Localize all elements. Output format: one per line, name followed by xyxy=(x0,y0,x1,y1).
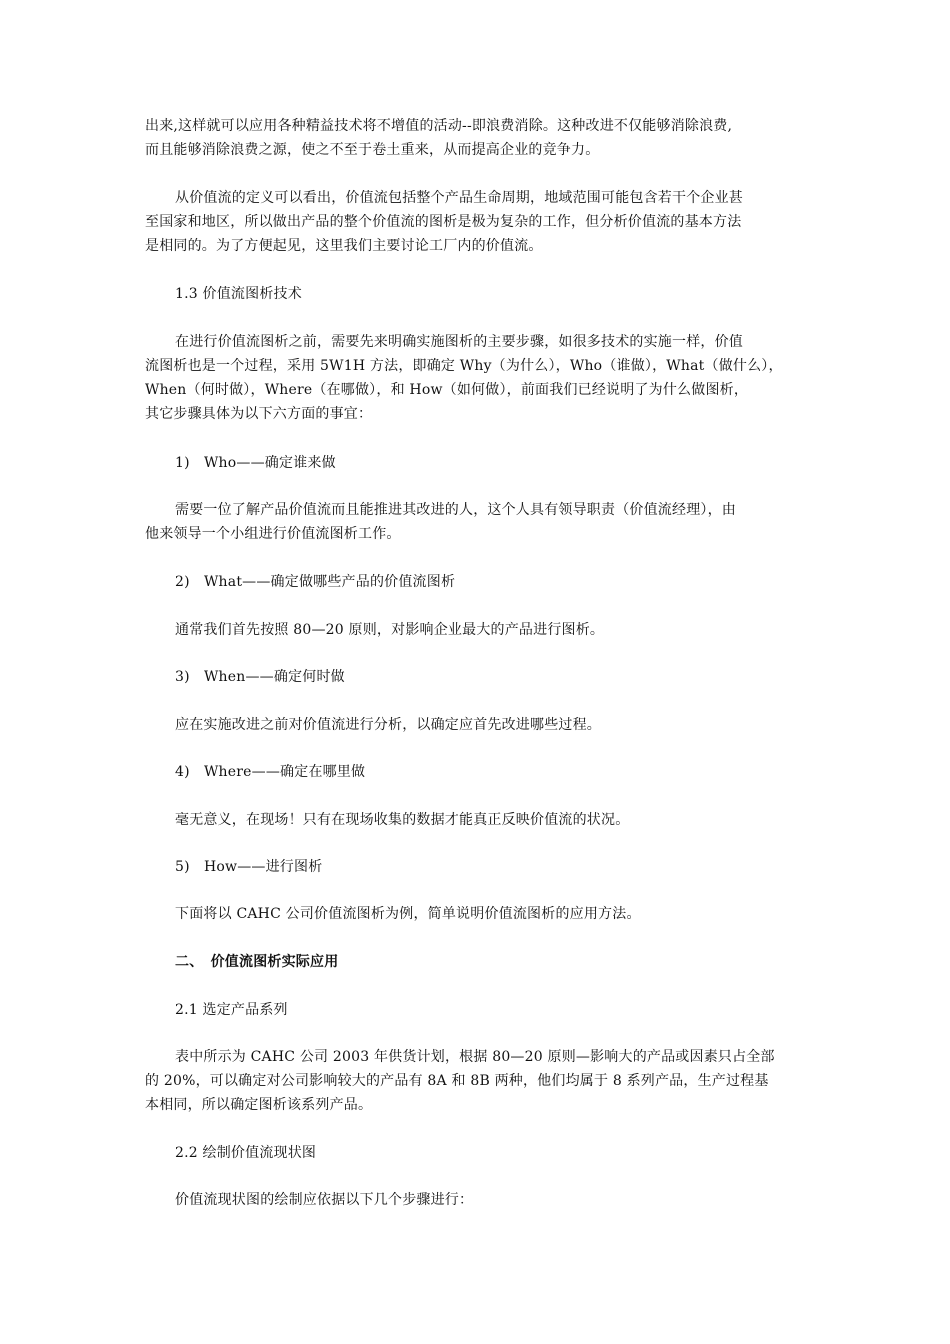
paragraph-5: 通常我们首先按照 80—20 原则，对影响企业最大的产品进行图析。 xyxy=(175,622,605,638)
paragraph-2-line-2: 至国家和地区，所以做出产品的整个价值流的图析是极为复杂的工作，但分析价值流的基本方法 xyxy=(145,214,742,230)
heading-1-3: 1.3 价值流图析技术 xyxy=(175,286,302,302)
paragraph-3-line-1: 在进行价值流图析之前，需要先来明确实施图析的主要步骤，如很多技术的实施一样，价值 xyxy=(175,334,743,350)
paragraph-1-line-2: 而且能够消除浪费之源，使之不至于卷土重来，从而提高企业的竞争力。 xyxy=(145,142,600,158)
list-item-who: 1) Who——确定谁来做 xyxy=(175,455,336,471)
paragraph-2-line-1: 从价值流的定义可以看出，价值流包括整个产品生命周期，地域范围可能包含若干个企业甚 xyxy=(175,190,743,206)
list-item-when: 3) When——确定何时做 xyxy=(175,669,345,685)
paragraph-10: 价值流现状图的绘制应依据以下几个步骤进行： xyxy=(175,1192,474,1208)
paragraph-3-line-2: 流图析也是一个过程，采用 5W1H 方法，即确定 Why（为什么），Who（谁做），What（做什么）， xyxy=(145,358,783,374)
paragraph-4-line-1: 需要一位了解产品价值流而且能推进其改进的人，这个人具有领导职责（价值流经理），由 xyxy=(175,502,736,518)
list-item-what: 2) What——确定做哪些产品的价值流图析 xyxy=(175,574,456,590)
paragraph-3-line-4: 其它步骤具体为以下六方面的事宜： xyxy=(145,406,373,422)
paragraph-9-line-3: 本相同，所以确定图析该系列产品。 xyxy=(145,1097,373,1113)
paragraph-9-line-2: 的 20%，可以确定对公司影响较大的产品有 8A 和 8B 两种，他们均属于 8 系列产品，生产过程基 xyxy=(145,1073,769,1089)
paragraph-3-line-3: When（何时做），Where（在哪做），和 How（如何做），前面我们已经说明了为什么做图析， xyxy=(145,382,749,398)
paragraph-6: 应在实施改进之前对价值流进行分析，以确定应首先改进哪些过程。 xyxy=(175,717,601,733)
paragraph-1-line-1: 出来,这样就可以应用各种精益技术将不增值的活动--即浪费消除。这种改进不仅能够消除浪费, xyxy=(145,118,733,134)
heading-2-2: 2.2 绘制价值流现状图 xyxy=(175,1145,317,1161)
paragraph-4-line-2: 他来领导一个小组进行价值流图析工作。 xyxy=(145,526,401,542)
paragraph-7: 毫无意义，在现场！只有在现场收集的数据才能真正反映价值流的状况。 xyxy=(175,812,630,828)
section-2-heading: 二、 价值流图析实际应用 xyxy=(175,954,339,970)
paragraph-9-line-1: 表中所示为 CAHC 公司 2003 年供货计划，根据 80—20 原则—影响大的产品或因素只占全部 xyxy=(175,1049,775,1065)
list-item-where: 4) Where——确定在哪里做 xyxy=(175,764,366,780)
paragraph-8: 下面将以 CAHC 公司价值流图析为例，简单说明价值流图析的应用方法。 xyxy=(175,906,641,922)
list-item-how: 5) How——进行图析 xyxy=(175,859,323,875)
paragraph-2-line-3: 是相同的。为了方便起见，这里我们主要讨论工厂内的价值流。 xyxy=(145,238,543,254)
heading-2-1: 2.1 选定产品系列 xyxy=(175,1002,288,1018)
